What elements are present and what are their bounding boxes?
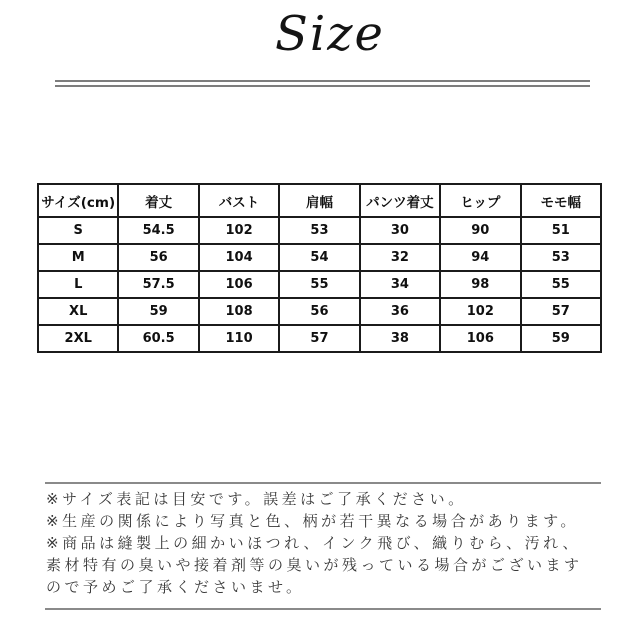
table-cell: 51 bbox=[521, 217, 601, 244]
table-cell: M bbox=[38, 244, 118, 271]
header-cell-length: 着丈 bbox=[118, 184, 198, 217]
table-cell: 108 bbox=[199, 298, 279, 325]
table-cell: XL bbox=[38, 298, 118, 325]
header-cell-pants-length: パンツ着丈 bbox=[360, 184, 440, 217]
notes-bottom-rule bbox=[45, 608, 601, 610]
table-cell: 36 bbox=[360, 298, 440, 325]
table-cell: 94 bbox=[440, 244, 520, 271]
table-row bbox=[38, 244, 601, 271]
table-header-row bbox=[38, 184, 601, 217]
notes-section bbox=[46, 488, 626, 598]
table-cell: 54.5 bbox=[118, 217, 198, 244]
notes-top-rule bbox=[45, 482, 601, 484]
table-row bbox=[38, 325, 601, 352]
table-cell: 56 bbox=[279, 298, 359, 325]
header-cell-size: サイズ(cm) bbox=[38, 184, 118, 217]
table-row bbox=[38, 298, 601, 325]
note-line: ※商品は縫製上の細かいほつれ、インク飛び、織りむら、汚れ、 bbox=[46, 534, 581, 552]
table-cell: 53 bbox=[279, 217, 359, 244]
table-cell: 2XL bbox=[38, 325, 118, 352]
table-row bbox=[38, 271, 601, 298]
table-cell: 98 bbox=[440, 271, 520, 298]
header-cell-hip: ヒップ bbox=[440, 184, 520, 217]
table-cell: 32 bbox=[360, 244, 440, 271]
header-cell-thigh: モモ幅 bbox=[521, 184, 601, 217]
table-cell: 55 bbox=[279, 271, 359, 298]
table-cell: 30 bbox=[360, 217, 440, 244]
table-cell: L bbox=[38, 271, 118, 298]
title-double-rule bbox=[55, 80, 590, 87]
note-line: ※生産の関係により写真と色、柄が若干異なる場合があります。 bbox=[46, 512, 579, 530]
table-cell: S bbox=[38, 217, 118, 244]
table-cell: 110 bbox=[199, 325, 279, 352]
table-cell: 102 bbox=[199, 217, 279, 244]
table-cell: 57 bbox=[279, 325, 359, 352]
table-cell: 34 bbox=[360, 271, 440, 298]
page-title: Size bbox=[275, 6, 385, 62]
note-line: 素材特有の臭いや接着剤等の臭いが残っている場合がございます bbox=[46, 556, 583, 574]
table-cell: 60.5 bbox=[118, 325, 198, 352]
header-cell-bust: バスト bbox=[199, 184, 279, 217]
table-cell: 59 bbox=[521, 325, 601, 352]
table-cell: 57 bbox=[521, 298, 601, 325]
table-cell: 57.5 bbox=[118, 271, 198, 298]
table-cell: 104 bbox=[199, 244, 279, 271]
table-row bbox=[38, 217, 601, 244]
table-cell: 38 bbox=[360, 325, 440, 352]
table-cell: 106 bbox=[199, 271, 279, 298]
table-cell: 102 bbox=[440, 298, 520, 325]
note-line: ※サイズ表記は目安です。誤差はご了承ください。 bbox=[46, 490, 467, 508]
note-line: ので予めご了承くださいませ。 bbox=[46, 578, 305, 596]
table-cell: 106 bbox=[440, 325, 520, 352]
header-cell-shoulder: 肩幅 bbox=[279, 184, 359, 217]
table-cell: 55 bbox=[521, 271, 601, 298]
table-cell: 54 bbox=[279, 244, 359, 271]
size-table bbox=[37, 183, 602, 353]
table-cell: 59 bbox=[118, 298, 198, 325]
table-cell: 90 bbox=[440, 217, 520, 244]
table-cell: 56 bbox=[118, 244, 198, 271]
table-cell: 53 bbox=[521, 244, 601, 271]
